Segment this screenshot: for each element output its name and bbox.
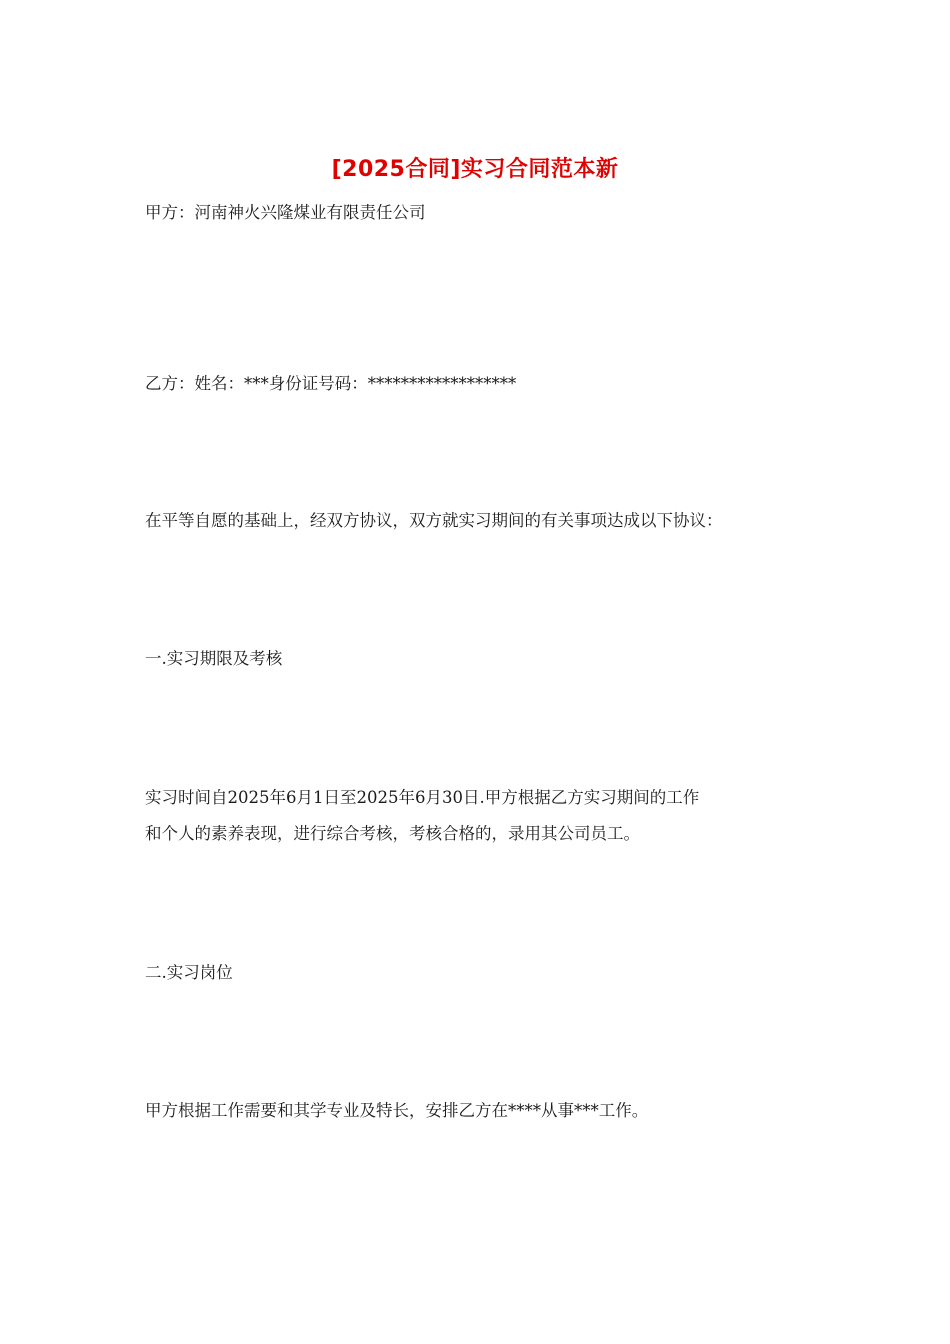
party-b-line: 乙方：姓名：***身份证号码：****************** <box>145 374 517 393</box>
document-title: [2025合同]实习合同范本新 <box>331 157 619 182</box>
section-2-heading: 二.实习岗位 <box>145 963 233 982</box>
section-2-body: 甲方根据工作需要和其学专业及特长，安排乙方在****从事***工作。 <box>145 1101 649 1120</box>
preamble-paragraph: 在平等自愿的基础上，经双方协议，双方就实习期间的有关事项达成以下协议： <box>145 511 723 530</box>
section-1-body-line-1: 实习时间自2025年6月1日至2025年6月30日.甲方根据乙方实习期间的工作 <box>145 788 700 807</box>
section-1-heading: 一.实习期限及考核 <box>145 649 283 668</box>
party-a-line: 甲方：河南神火兴隆煤业有限责任公司 <box>145 203 426 222</box>
section-1-body-line-2: 和个人的素养表现，进行综合考核，考核合格的，录用其公司员工。 <box>145 824 640 843</box>
